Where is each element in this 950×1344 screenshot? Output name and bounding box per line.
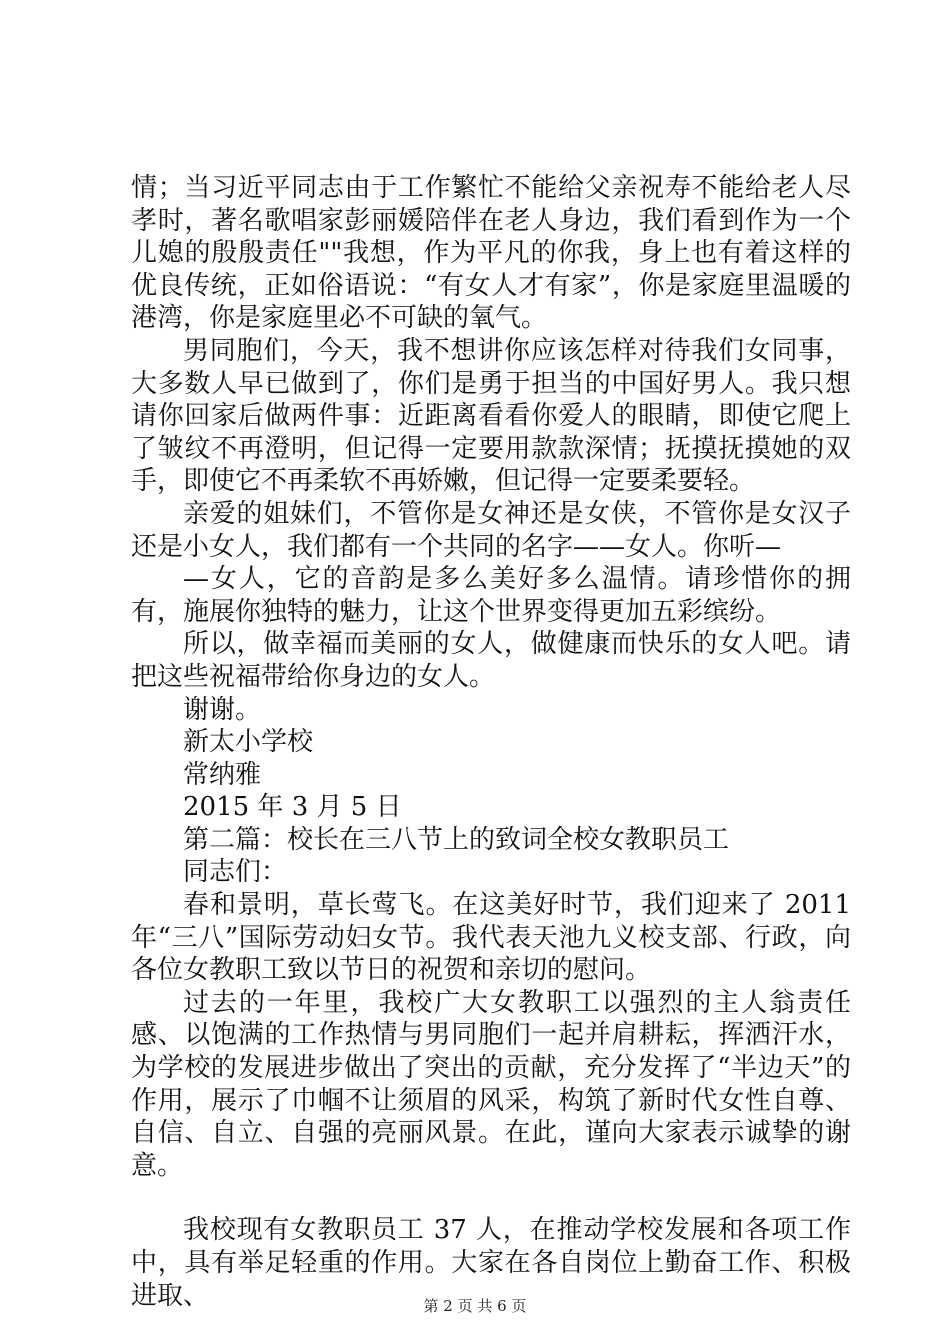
section-title: 第二篇：校长在三八节上的致词全校女教职员工 xyxy=(183,824,730,855)
paragraph-spring: 春和景明，草长莺飞。在这美好时节，我们迎来了 2011 年“三八”国际劳动妇女节。我代表天池九义校支部、行政，向各位女教职工致以节日的祝贺和亲切的慰问。 xyxy=(131,890,851,986)
paragraph-blessing: 所以，做幸福而美丽的女人，做健康而快乐的女人吧。请把这些祝福带给你身边的女人。 xyxy=(131,629,851,692)
paragraph-staff-count: 我校现有女教职员工 37 人，在推动学校发展和各项工作中，具有举足轻重的作用。大家在各自岗位上勤奋工作、积极进取、 xyxy=(131,1215,851,1311)
paragraph-women-sound: —女人，它的音韵是多么美好多么温情。请珍惜你的拥有，施展你独特的魅力，让这个世界变得更加五彩缤纷。 xyxy=(131,564,851,627)
document-body xyxy=(131,172,851,1312)
signature-school: 新太小学校 xyxy=(183,727,314,758)
paragraph-past-year: 过去的一年里，我校广大女教职工以强烈的主人翁责任感、以饱满的工作热情与男同胞们一起并肩耕耘，挥洒汗水，为学校的发展进步做出了突出的贡献，充分发挥了“半边天”的作用，展示了巾帼不让须眉的风采，构筑了新时代女性自尊、自信、自立、自强的亮丽风景。在此，谨向大家表示诚挚的谢意。 xyxy=(131,987,851,1181)
salutation: 同志们： xyxy=(183,857,288,888)
signature-date: 2015 年 3 月 5 日 xyxy=(183,792,402,823)
paragraph-spacer xyxy=(131,1182,851,1214)
paragraph-continuation: 情；当习近平同志由于工作繁忙不能给父亲祝寿不能给老人尽孝时，著名歌唱家彭丽媛陪伴在老人身边，我们看到作为一个儿媳的殷殷责任""我想，作为平凡的你我，身上也有着这样的优良传统，正如俗语说：“有女人才有家”，你是家庭里温暖的港湾，你是家庭里必不可缺的氧气。 xyxy=(131,173,851,334)
paragraph-men-colleagues: 男同胞们，今天，我不想讲你应该怎样对待我们女同事，大多数人早已做到了，你们是勇于担当的中国好男人。我只想请你回家后做两件事：近距离看看你爱人的眼睛，即使它爬上了皱纹不再澄明，但记得一定要用款款深情；抚摸抚摸她的双手，即使它不再柔软不再娇嫩，但记得一定要柔要轻。 xyxy=(131,335,851,497)
paragraph-sisters: 亲爱的姐妹们，不管你是女神还是女侠，不管你是女汉子还是小女人，我们都有一个共同的名字——女人。你听— xyxy=(131,498,851,562)
signature-name: 常纳雅 xyxy=(183,759,262,790)
closing-thanks: 谢谢。 xyxy=(183,694,262,725)
page-number-footer: 第 2 页 共 6 页 xyxy=(423,1297,527,1315)
